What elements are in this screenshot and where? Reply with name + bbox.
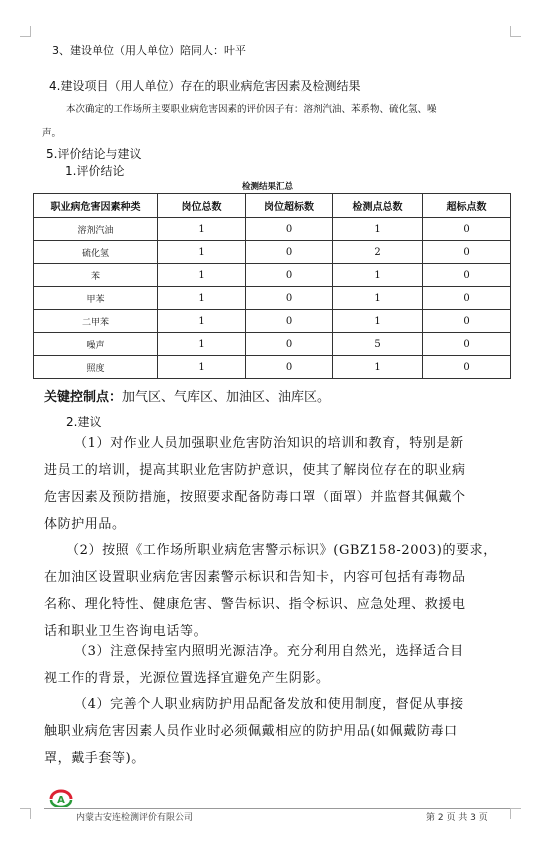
footer-page-number: 第 2 页 共 3 页 — [426, 813, 488, 823]
factor-cell: 溶剂汽油 — [34, 218, 158, 241]
text-line: 进员工的培训，提高其职业危害防护意识，使其了解岗位存在的职业病 — [44, 463, 466, 478]
posts-cell: 1 — [158, 310, 246, 333]
posts-cell: 1 — [158, 264, 246, 287]
points-exceed-cell: 0 — [423, 264, 511, 287]
posts-cell: 1 — [158, 333, 246, 356]
posts-exceed-cell: 0 — [246, 218, 333, 241]
factor-cell: 照度 — [34, 356, 158, 379]
suggestion-paragraph-3 — [44, 638, 510, 692]
posts-exceed-cell: 0 — [246, 241, 333, 264]
points-exceed-cell: 0 — [423, 218, 511, 241]
factor-cell: 硫化氢 — [34, 241, 158, 264]
crop-mark-top-left — [20, 26, 31, 37]
posts-exceed-cell: 0 — [246, 310, 333, 333]
crop-mark-bottom-right — [510, 808, 521, 819]
text-line: （1）对作业人员加强职业危害防治知识的培训和教育，特别是新 — [74, 436, 464, 451]
posts-exceed-cell: 0 — [246, 264, 333, 287]
column-header: 岗位总数 — [158, 194, 246, 218]
key-points-value: 加气区、气库区、加油区、油库区。 — [122, 390, 331, 405]
points-cell: 1 — [333, 287, 423, 310]
table-row — [34, 241, 511, 264]
crop-mark-top-right — [510, 26, 521, 37]
column-header: 检测点总数 — [333, 194, 423, 218]
text-line: 名称、理化特性、健康危害、警告标识、指令标识、应急处理、救援电 — [44, 597, 466, 612]
svg-text:A: A — [57, 795, 65, 806]
points-cell: 1 — [333, 264, 423, 287]
section5-title: 5.评价结论与建议 — [46, 147, 142, 161]
suggestion-paragraph-2 — [44, 537, 510, 645]
factor-cell: 苯 — [34, 264, 158, 287]
table-header-row — [34, 194, 511, 218]
section4-text-line1: 本次确定的工作场所主要职业病危害因素的评价因子有：溶剂汽油、苯系物、硫化氢、噪 — [66, 104, 437, 115]
table-row — [34, 356, 511, 379]
text-line: （4）完善个人职业病防护用品配备发放和使用制度，督促从事接 — [74, 697, 464, 712]
posts-cell: 1 — [158, 241, 246, 264]
results-table — [33, 193, 511, 379]
companion-line: 3、建设单位（用人单位）陪同人：叶平 — [52, 44, 246, 57]
company-logo-icon — [48, 787, 74, 807]
posts-cell: 1 — [158, 356, 246, 379]
posts-cell: 1 — [158, 218, 246, 241]
points-exceed-cell: 0 — [423, 333, 511, 356]
posts-exceed-cell: 0 — [246, 333, 333, 356]
text-line: 在加油区设置职业病危害因素警示标识和告知卡，内容可包括有毒物品 — [44, 570, 466, 585]
points-exceed-cell: 0 — [423, 356, 511, 379]
factor-cell: 噪声 — [34, 333, 158, 356]
text-line: （2）按照《工作场所职业病危害警示标识》(GBZ158-2003)的要求， — [66, 543, 497, 558]
text-line: 视工作的背景，光源位置选择宜避免产生阴影。 — [44, 671, 330, 686]
factor-cell: 甲苯 — [34, 287, 158, 310]
points-cell: 1 — [333, 218, 423, 241]
table-row — [34, 333, 511, 356]
factor-cell: 二甲苯 — [34, 310, 158, 333]
footer-divider — [44, 808, 510, 809]
section4-text-line2: 声。 — [42, 128, 62, 139]
footer-company: 内蒙古安连检测评价有限公司 — [76, 813, 194, 823]
suggestions-title: 2.建议 — [66, 415, 102, 429]
points-exceed-cell: 0 — [423, 310, 511, 333]
table-row — [34, 264, 511, 287]
posts-exceed-cell: 0 — [246, 287, 333, 310]
points-cell: 2 — [333, 241, 423, 264]
column-header: 超标点数 — [423, 194, 511, 218]
key-points-line — [44, 386, 330, 405]
points-cell: 1 — [333, 310, 423, 333]
crop-mark-bottom-left — [20, 808, 31, 819]
section4-title: 4.建设项目（用人单位）存在的职业病危害因素及检测结果 — [49, 79, 361, 93]
column-header: 岗位超标数 — [246, 194, 333, 218]
text-line: 体防护用品。 — [44, 517, 126, 532]
table-row — [34, 287, 511, 310]
text-line: 话和职业卫生咨询电话等。 — [44, 624, 208, 639]
column-header: 职业病危害因素种类 — [34, 194, 158, 218]
sub1-title: 1.评价结论 — [65, 164, 125, 178]
suggestion-paragraph-4 — [44, 691, 510, 772]
points-cell: 5 — [333, 333, 423, 356]
table-row — [34, 310, 511, 333]
table-row — [34, 218, 511, 241]
text-line: （3）注意保持室内照明光源洁净。充分利用自然光，选择适合目 — [74, 644, 464, 659]
posts-exceed-cell: 0 — [246, 356, 333, 379]
text-line: 危害因素及预防措施，按照要求配备防毒口罩（面罩）并监督其佩戴个 — [44, 490, 466, 505]
posts-cell: 1 — [158, 287, 246, 310]
text-line: 触职业病危害因素人员作业时必须佩戴相应的防护用品(如佩戴防毒口 — [44, 724, 458, 739]
key-points-label: 关键控制点： — [44, 390, 123, 405]
table-caption: 检测结果汇总 — [242, 182, 294, 192]
points-exceed-cell: 0 — [423, 287, 511, 310]
suggestion-paragraph-1 — [44, 430, 510, 538]
points-cell: 1 — [333, 356, 423, 379]
points-exceed-cell: 0 — [423, 241, 511, 264]
text-line: 罩，戴手套等)。 — [44, 751, 145, 766]
